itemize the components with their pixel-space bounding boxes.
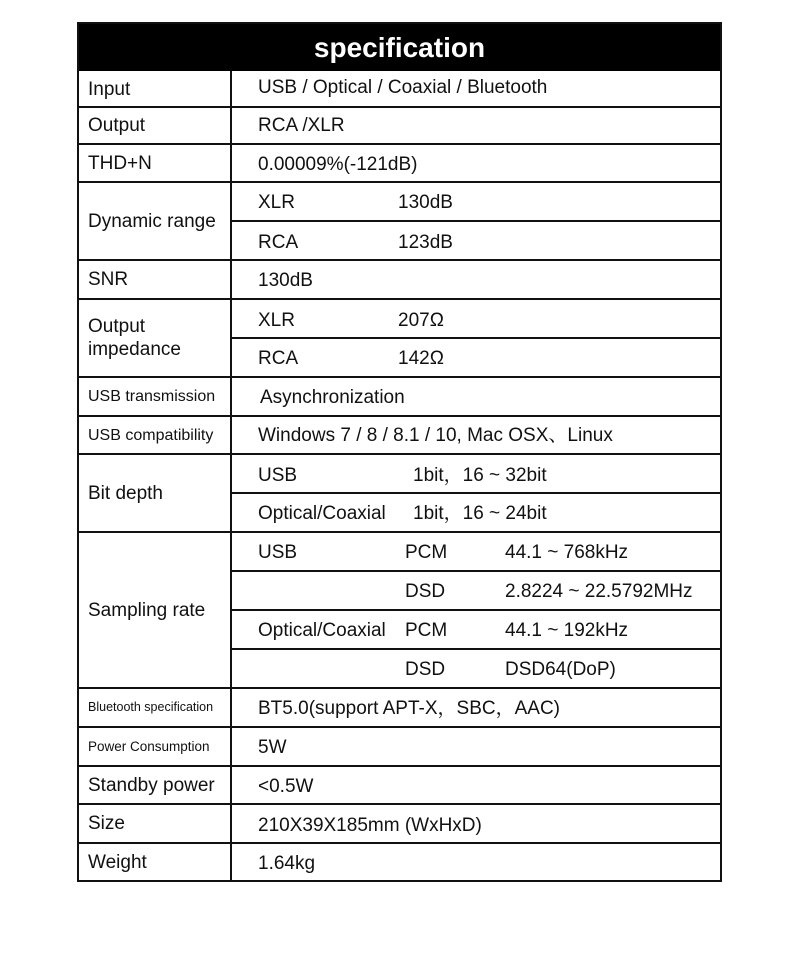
sampling-usb-dsd-value: 2.8224 ~ 22.5792MHz: [505, 581, 693, 602]
value-power-consumption: 5W: [258, 737, 287, 758]
row-divider: [79, 181, 720, 183]
label-usb-compatibility: USB compatibility: [79, 416, 232, 454]
subrow-divider: [232, 337, 720, 339]
bit-depth-usb-name: USB: [258, 465, 298, 486]
row-divider: [79, 842, 720, 844]
sampling-usb-pcm-value: 44.1 ~ 768kHz: [505, 542, 629, 563]
label-dynamic-range: Dynamic range: [79, 182, 232, 260]
row-divider: [79, 687, 720, 689]
label-input: Input: [79, 71, 232, 107]
label-bluetooth: Bluetooth specification: [79, 688, 232, 727]
spec-table: [77, 22, 722, 882]
label-output-impedance-line1: Output: [88, 316, 146, 337]
label-sampling-rate: Sampling rate: [79, 532, 232, 688]
label-standby-power: Standby power: [79, 766, 232, 804]
value-output: RCA /XLR: [258, 115, 345, 136]
dynamic-range-rca-value: 123dB: [398, 232, 453, 253]
value-bluetooth: BT5.0(support APT-X，SBC，AAC): [258, 698, 560, 719]
dynamic-range-rca-name: RCA: [258, 232, 299, 253]
row-divider: [79, 803, 720, 805]
row-divider: [79, 143, 720, 145]
sampling-usb-name: USB: [258, 542, 298, 563]
row-divider: [79, 376, 720, 378]
sampling-usb-dsd-format: DSD: [405, 581, 446, 602]
label-weight: Weight: [79, 843, 232, 882]
impedance-xlr-value: 207Ω: [398, 310, 444, 331]
table-title: specification: [79, 24, 720, 71]
row-divider: [79, 259, 720, 261]
label-snr: SNR: [79, 260, 232, 299]
subrow-divider: [232, 648, 720, 650]
row-divider: [79, 415, 720, 417]
label-bit-depth: Bit depth: [79, 454, 232, 532]
value-snr: 130dB: [258, 270, 313, 291]
value-weight: 1.64kg: [258, 853, 316, 874]
sampling-optical-dsd-format: DSD: [405, 659, 446, 680]
row-divider: [79, 765, 720, 767]
value-standby-power: <0.5W: [258, 776, 314, 797]
dynamic-range-xlr-value: 130dB: [398, 192, 453, 213]
impedance-rca-value: 142Ω: [398, 348, 444, 369]
subrow-divider: [232, 492, 720, 494]
label-usb-transmission: USB transmission: [79, 377, 232, 416]
subrow-divider: [232, 609, 720, 611]
impedance-xlr-name: XLR: [258, 310, 295, 331]
value-usb-compatibility: Windows 7 / 8 / 8.1 / 10, Mac OSX、Linux: [258, 425, 613, 446]
label-output-impedance-line2: impedance: [88, 339, 181, 360]
subrow-divider: [232, 570, 720, 572]
row-divider: [79, 726, 720, 728]
row-divider: [79, 298, 720, 300]
sampling-optical-pcm-format: PCM: [405, 620, 448, 641]
sampling-optical-dsd-value: DSD64(DoP): [505, 659, 616, 680]
bit-depth-usb-value: 1bit，16 ~ 32bit: [413, 465, 547, 486]
row-divider: [79, 453, 720, 455]
label-size: Size: [79, 804, 232, 843]
sampling-usb-pcm-format: PCM: [405, 542, 448, 563]
impedance-rca-name: RCA: [258, 348, 299, 369]
value-size: 210X39X185mm (WxHxD): [258, 815, 482, 836]
value-usb-transmission: Asynchronization: [260, 387, 405, 408]
row-divider: [79, 106, 720, 108]
value-thd: 0.00009%(-121dB): [258, 154, 418, 175]
row-divider: [79, 531, 720, 533]
label-thd: THD+N: [79, 144, 232, 182]
bit-depth-optical-value: 1bit，16 ~ 24bit: [413, 503, 547, 524]
value-input: USB / Optical / Coaxial / Bluetooth: [258, 77, 548, 98]
sampling-optical-pcm-value: 44.1 ~ 192kHz: [505, 620, 629, 641]
bit-depth-optical-name: Optical/Coaxial: [258, 503, 386, 524]
subrow-divider: [232, 220, 720, 222]
label-output-impedance: [79, 299, 232, 377]
label-output: Output: [79, 107, 232, 144]
dynamic-range-xlr-name: XLR: [258, 192, 295, 213]
label-power-consumption: Power Consumption: [79, 727, 232, 766]
sampling-optical-name: Optical/Coaxial: [258, 620, 386, 641]
